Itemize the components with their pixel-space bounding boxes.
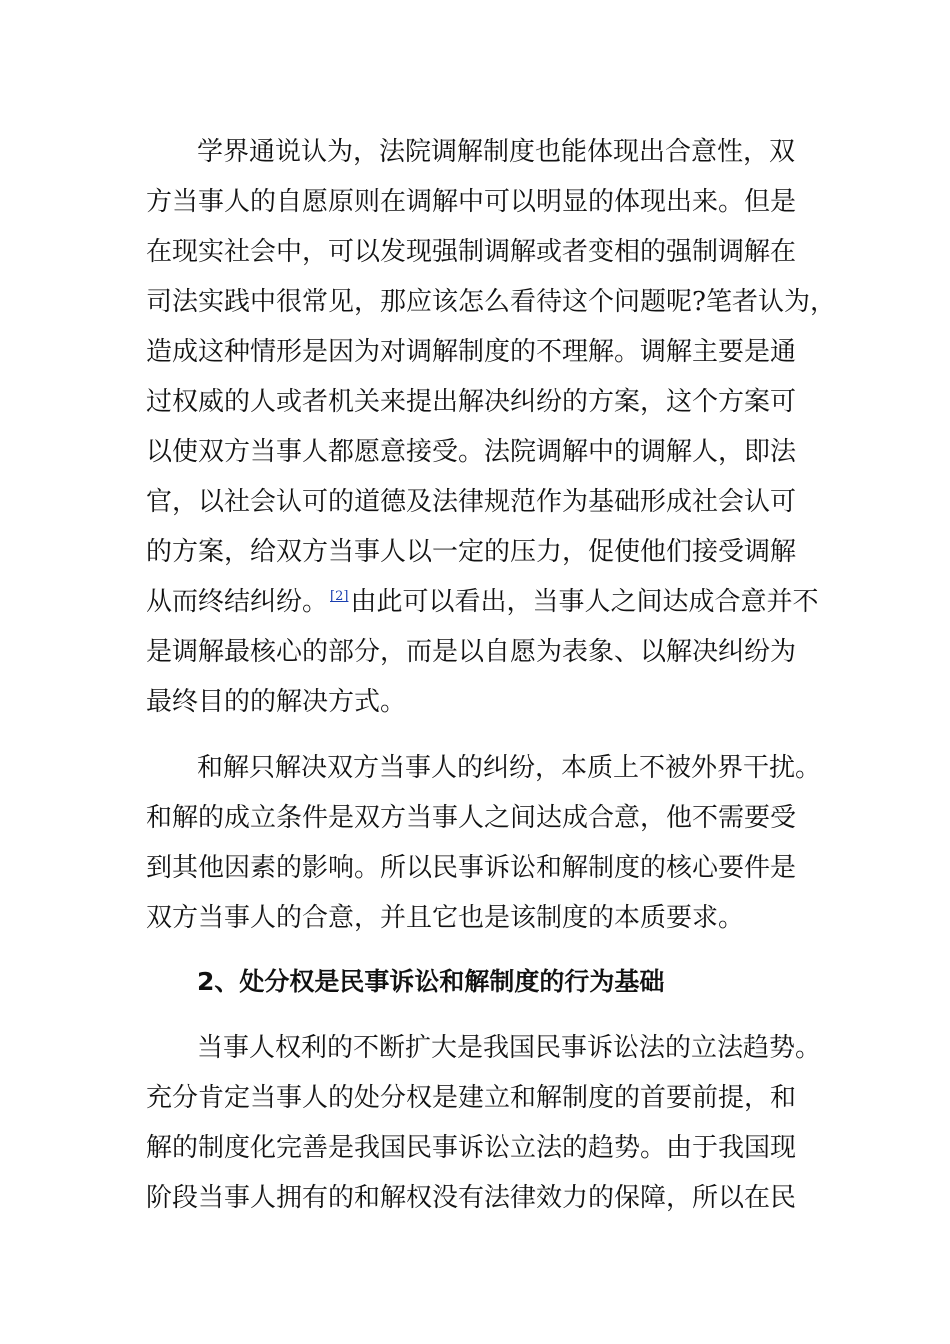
paragraph-line: 和解只解决双方当事人的纠纷，本质上不被外界干扰。 bbox=[197, 753, 822, 783]
paragraph-line: 当事人权利的不断扩大是我国民事诉讼法的立法趋势。 bbox=[197, 1033, 822, 1063]
footnote-reference-link[interactable]: [2] bbox=[330, 589, 349, 605]
paragraph-line: 在现实社会中，可以发现强制调解或者变相的强制调解在 bbox=[146, 237, 797, 267]
footnote-line-after: 由此可以看出，当事人之间达成合意并不 bbox=[350, 587, 819, 617]
paragraph-line: 司法实践中很常见，那应该怎么看待这个问题呢?笔者认为， bbox=[146, 287, 836, 317]
paragraph-line: 造成这种情形是因为对调解制度的不理解。调解主要是通 bbox=[146, 337, 797, 367]
paragraph-line: 充分肯定当事人的处分权是建立和解制度的首要前提，和 bbox=[146, 1083, 797, 1113]
paragraph-line: 方当事人的自愿原则在调解中可以明显的体现出来。但是 bbox=[146, 187, 797, 217]
paragraph-line: 双方当事人的合意，并且它也是该制度的本质要求。 bbox=[146, 903, 745, 933]
paragraph-line: 的方案，给双方当事人以一定的压力，促使他们接受调解 bbox=[146, 537, 797, 567]
paragraph-line: 是调解最核心的部分，而是以自愿为表象、以解决纠纷为 bbox=[146, 637, 797, 667]
paragraph-line: 到其他因素的影响。所以民事诉讼和解制度的核心要件是 bbox=[146, 853, 797, 883]
paragraph-line: 过权威的人或者机关来提出解决纠纷的方案，这个方案可 bbox=[146, 387, 797, 417]
paragraph-line-with-footnote bbox=[146, 582, 818, 622]
paragraph-line: 官，以社会认可的道德及法律规范作为基础形成社会认可 bbox=[146, 487, 797, 517]
paragraph-line: 和解的成立条件是双方当事人之间达成合意，他不需要受 bbox=[146, 803, 797, 833]
paragraph-line: 以使双方当事人都愿意接受。法院调解中的调解人，即法 bbox=[146, 437, 797, 467]
paragraph-line: 阶段当事人拥有的和解权没有法律效力的保障，所以在民 bbox=[146, 1183, 797, 1213]
paragraph-line: 最终目的的解决方式。 bbox=[146, 687, 407, 717]
section-heading: 2、处分权是民事诉讼和解制度的行为基础 bbox=[197, 967, 665, 996]
paragraph-line: 学界通说认为，法院调解制度也能体现出合意性，双 bbox=[197, 137, 796, 167]
footnote-line-before: 从而终结纠纷。 bbox=[146, 587, 329, 617]
paragraph-line: 解的制度化完善是我国民事诉讼立法的趋势。由于我国现 bbox=[146, 1133, 797, 1163]
